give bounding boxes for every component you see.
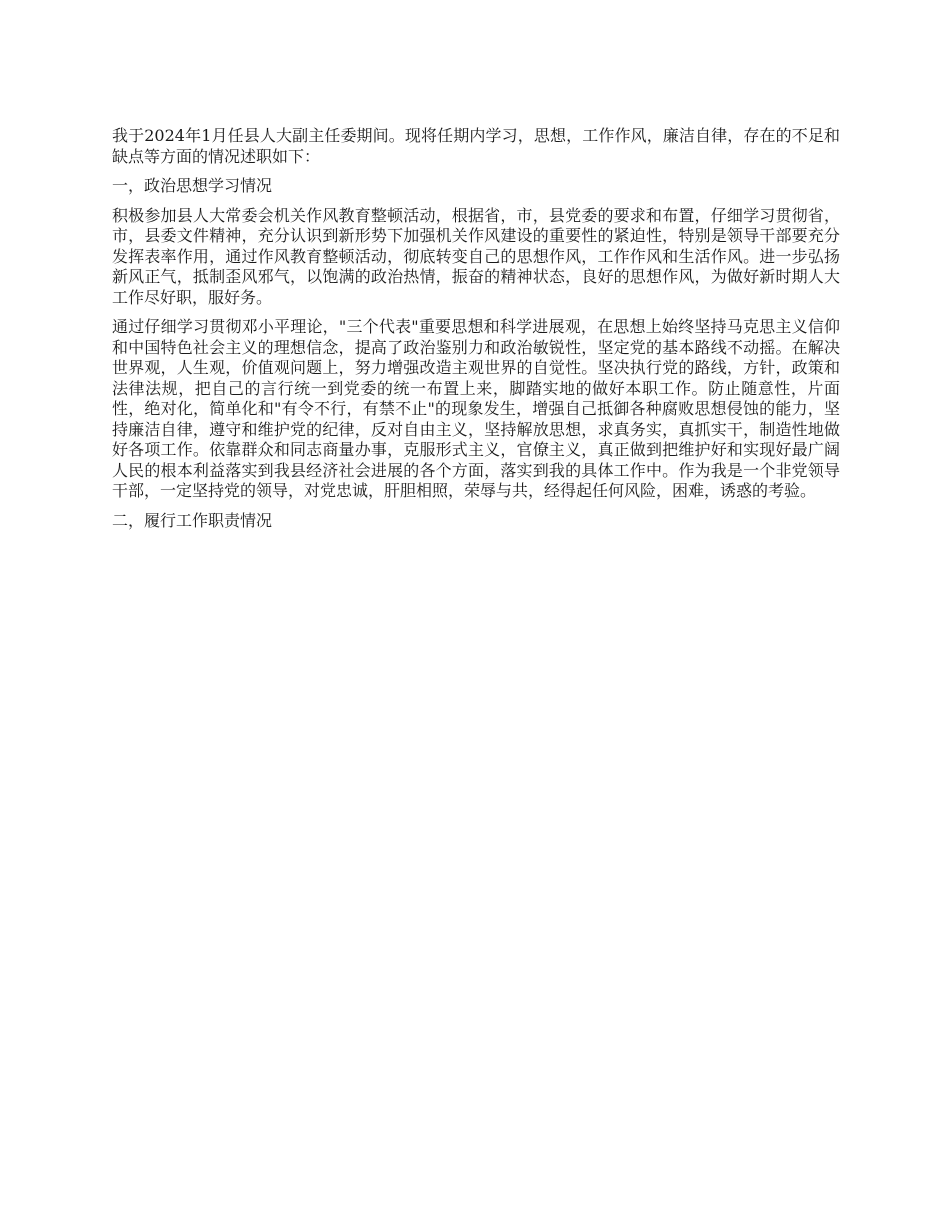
section-heading-duties: 二，履行工作职责情况 [112, 510, 273, 530]
political-paragraph-2: 通过仔细学习贯彻邓小平理论，"三个代表"重要思想和科学进展观，在思想上始终坚持马克思主义信仰和中国特色社会主义的理想信念，提高了政治鉴别力和政治敏锐性，坚定党的基本路线不动摇。在解决世界观，人生观，价值观问题上，努力增强改造主观世界的自觉性。坚决执行党的路线，方针，政策和法律法规，把自己的言行统一到党委的统一布置上来，脚踏实地的做好本职工作。防止随意性，片面性，绝对化，简单化和"有令不行，有禁不止"的现象发生，增强自己抵御各种腐败思想侵蚀的能力，坚持廉洁自律，遵守和维护党的纪律，反对自由主义，坚持解放思想，求真务实，真抓实干，制造性地做好各项工作。依靠群众和同志商量办事，克服形式主义，官僚主义，真正做到把维护好和实现好最广阔人民的根本利益落实到我县经济社会进展的各个方面，落实到我的具体工作中。作为我是一个非党领导干部，一定坚持党的领导，对党忠诚，肝胆相照，荣辱与共，经得起任何风险，困难，诱惑的考验。 [112, 317, 840, 500]
intro-paragraph: 我于2024年1月任县人大副主任委期间。现将任期内学习，思想，工作作风，廉洁自律，存在的不足和缺点等方面的情况述职如下： [112, 126, 840, 166]
document-body [112, 126, 840, 540]
political-paragraph-1: 积极参加县人大常委会机关作风教育整顿活动，根据省，市，县党委的要求和布置，仔细学习贯彻省，市，县委文件精神，充分认识到新形势下加强机关作风建设的重要性的紧迫性，特别是领导干部要充分发挥表率作用，通过作风教育整顿活动，彻底转变自己的思想作风，工作作风和生活作风。进一步弘扬新风正气，抵制歪风邪气，以饱满的政治热情，振奋的精神状态，良好的思想作风，为做好新时期人大工作尽好职，服好务。 [112, 205, 840, 307]
section-heading-political: 一，政治思想学习情况 [112, 176, 273, 195]
